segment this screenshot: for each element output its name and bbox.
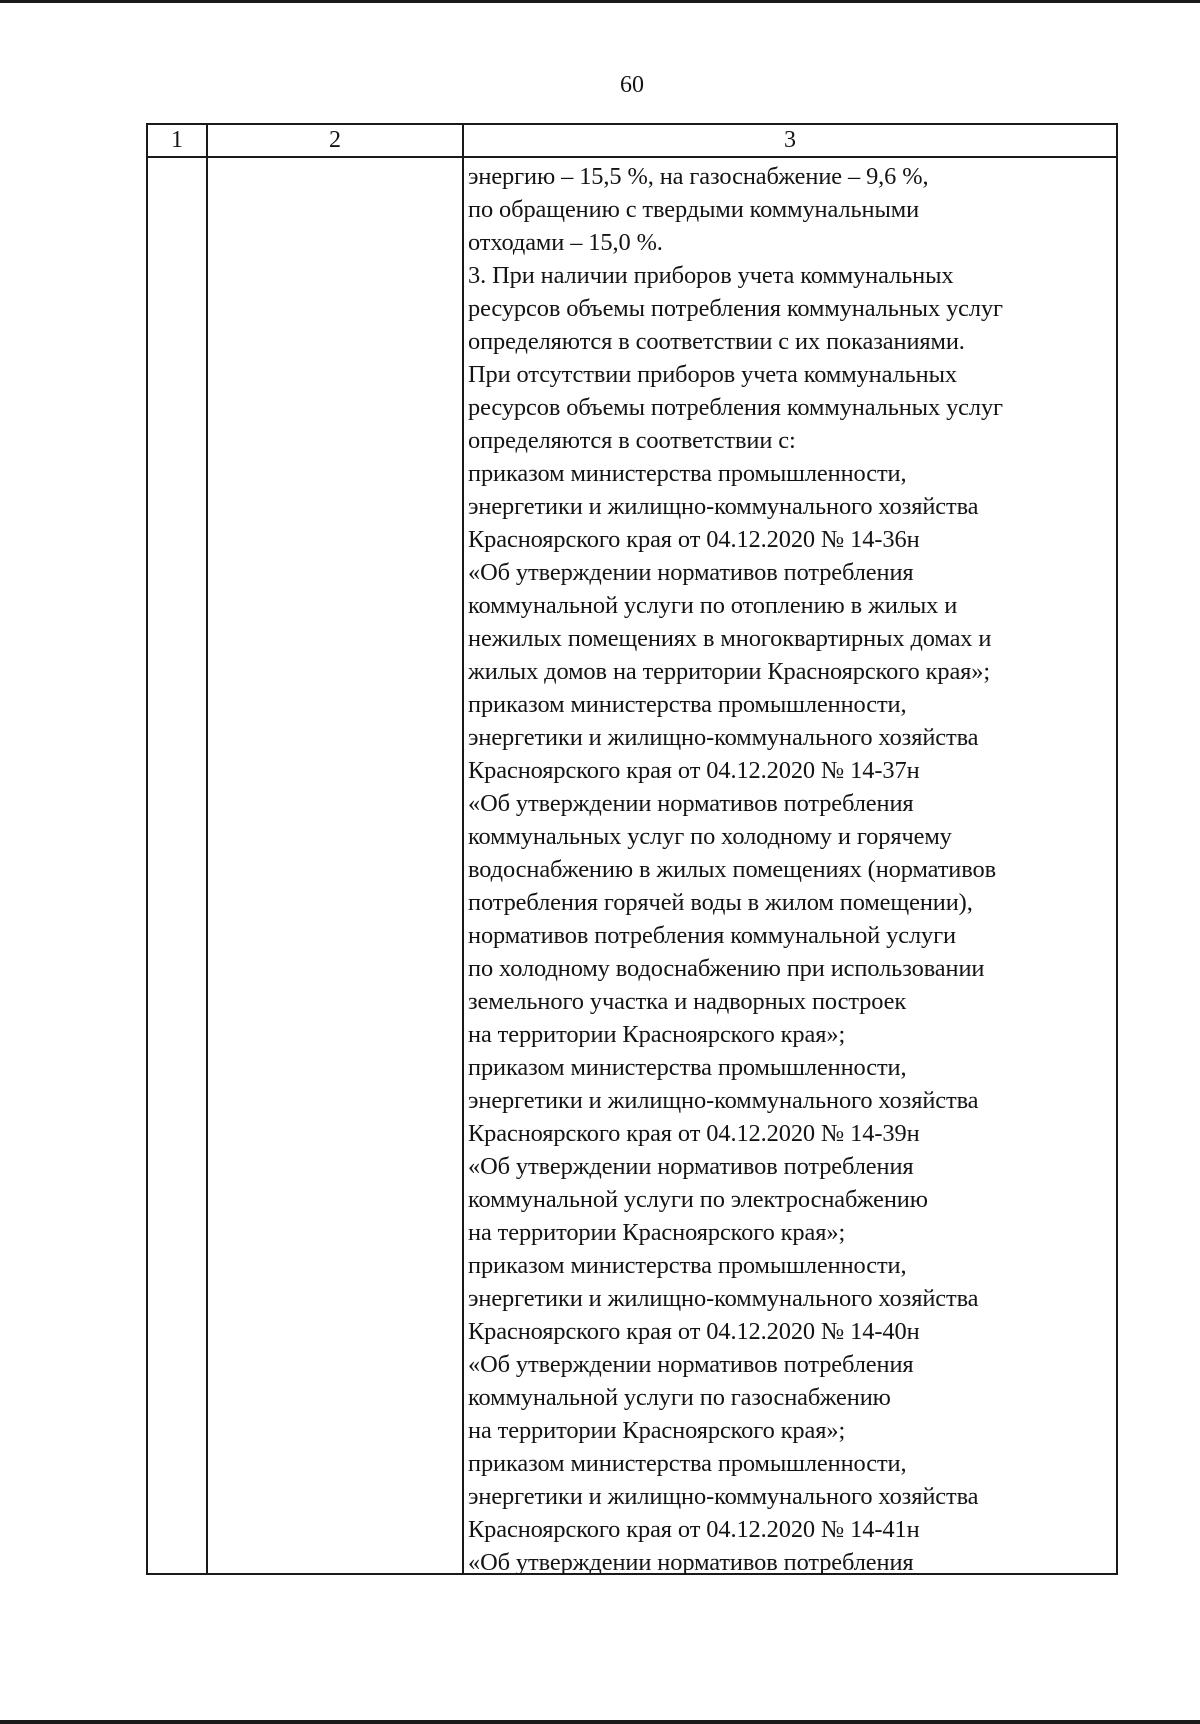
table-header-col-2: 2	[329, 127, 341, 153]
text-line: «Об утверждении нормативов потребления	[468, 790, 914, 817]
text-line: нормативов потребления коммунальной услуги	[468, 922, 956, 949]
text-line: энергию – 15,5 %, на газоснабжение – 9,6 %,	[468, 163, 929, 190]
text-line: «Об утверждении нормативов потребления	[468, 1351, 914, 1378]
text-line: на территории Красноярского края»;	[468, 1417, 846, 1444]
text-line: Красноярского края от 04.12.2020 № 14-41н	[468, 1516, 920, 1543]
text-line: «Об утверждении нормативов потребления	[468, 1549, 914, 1576]
text-line: на территории Красноярского края»;	[468, 1021, 846, 1048]
scan-top-border	[0, 0, 1200, 3]
text-line: «Об утверждении нормативов потребления	[468, 559, 914, 586]
text-line: Красноярского края от 04.12.2020 № 14-36н	[468, 526, 920, 553]
text-line: энергетики и жилищно-коммунального хозяйства	[468, 1483, 979, 1510]
text-line: энергетики и жилищно-коммунального хозяйства	[468, 1087, 979, 1114]
table-cell-col-3	[468, 160, 1118, 1579]
text-line: определяются в соответствии с их показаниями.	[468, 328, 965, 355]
scan-bottom-border	[0, 1720, 1200, 1724]
text-line: по обращению с твердыми коммунальными	[468, 196, 920, 223]
text-line: При отсутствии приборов учета коммунальных	[468, 361, 957, 388]
text-line: приказом министерства промышленности,	[468, 1054, 907, 1081]
table-header-col-1: 1	[171, 127, 183, 153]
text-line: энергетики и жилищно-коммунального хозяйства	[468, 493, 979, 520]
text-line: определяются в соответствии с:	[468, 427, 796, 454]
text-line: на территории Красноярского края»;	[468, 1219, 846, 1246]
text-line: нежилых помещениях в многоквартирных домах и	[468, 625, 992, 652]
text-line: приказом министерства промышленности,	[468, 1450, 907, 1477]
text-line: приказом министерства промышленности,	[468, 691, 907, 718]
document-table	[146, 123, 1118, 1575]
text-line: потребления горячей воды в жилом помещении),	[468, 889, 973, 916]
text-line: коммунальных услуг по холодному и горячему	[468, 823, 952, 850]
text-line: Красноярского края от 04.12.2020 № 14-40н	[468, 1318, 920, 1345]
page-number: 60	[620, 72, 644, 98]
text-line: энергетики и жилищно-коммунального хозяйства	[468, 724, 979, 751]
text-line: ресурсов объемы потребления коммунальных услуг	[468, 394, 1003, 421]
text-line: энергетики и жилищно-коммунального хозяйства	[468, 1285, 979, 1312]
text-line: «Об утверждении нормативов потребления	[468, 1153, 914, 1180]
text-line: ресурсов объемы потребления коммунальных услуг	[468, 295, 1003, 322]
text-line: приказом министерства промышленности,	[468, 1252, 907, 1279]
text-line: коммунальной услуги по электроснабжению	[468, 1186, 928, 1213]
text-line: 3. При наличии приборов учета коммунальных	[468, 262, 954, 289]
text-line: водоснабжению в жилых помещениях (нормативов	[468, 856, 997, 883]
table-header-col-3: 3	[784, 127, 796, 153]
text-line: коммунальной услуги по газоснабжению	[468, 1384, 891, 1411]
table-column-divider	[206, 125, 208, 1573]
table-header-divider	[148, 156, 1116, 158]
text-line: приказом министерства промышленности,	[468, 460, 907, 487]
text-line: Красноярского края от 04.12.2020 № 14-39н	[468, 1120, 920, 1147]
text-line: жилых домов на территории Красноярского края»;	[468, 658, 991, 685]
text-line: отходами – 15,0 %.	[468, 229, 663, 256]
text-line: Красноярского края от 04.12.2020 № 14-37н	[468, 757, 920, 784]
table-column-divider	[462, 125, 464, 1573]
text-line: коммунальной услуги по отоплению в жилых и	[468, 592, 958, 619]
text-line: земельного участка и надворных построек	[468, 988, 907, 1015]
text-line: по холодному водоснабжению при использовании	[468, 955, 985, 982]
